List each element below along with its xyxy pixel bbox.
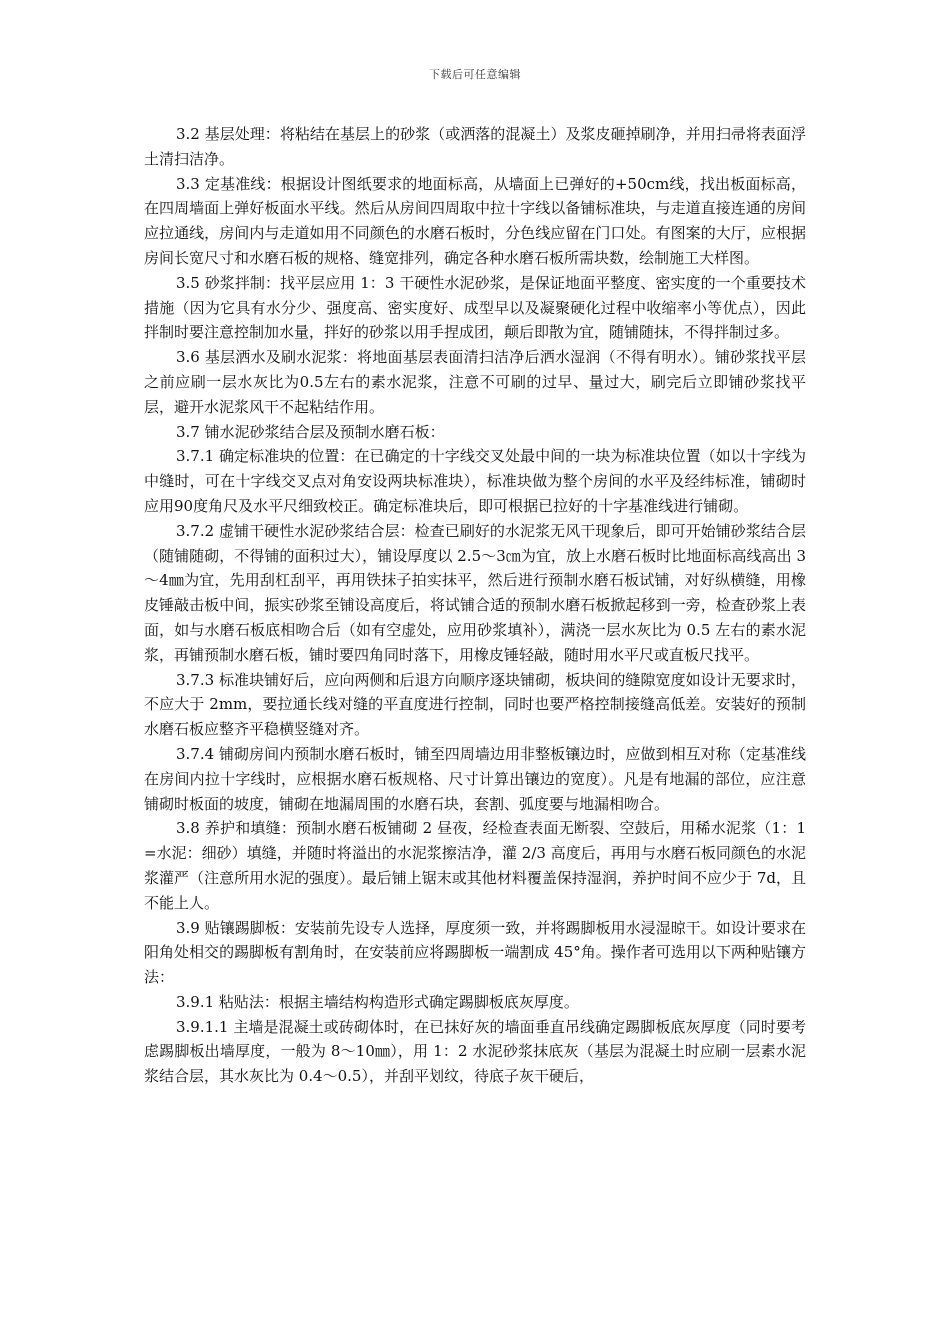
document-body [144, 122, 806, 1089]
paragraph-3-7: 3.7 铺水泥砂浆结合层及预制水磨石板： [176, 422, 445, 441]
paragraph-3-2: 3.2 基层处理：将粘结在基层上的砂浆（或洒落的混凝土）及浆皮砸掉刷净，并用扫帚将表面浮土清扫洁净。 [144, 125, 806, 168]
paragraph-3-9-1: 3.9.1 粘贴法：根据主墙结构构造形式确定踢脚板底灰厚度。 [176, 992, 579, 1011]
paragraph-3-6: 3.6 基层洒水及刷水泥浆：将地面基层表面清扫洁净后洒水湿润（不得有明水）。铺砂浆找平层之前应刷一层水灰比为0.5左右的素水泥浆，注意不可刷的过早、量过大，刷完后立即铺砂浆找平层，避开水泥浆风干不起粘结作用。 [144, 348, 806, 416]
paragraph-3-7-1: 3.7.1 确定标准块的位置：在已确定的十字线交叉处最中间的一块为标准块位置（如以十字线为中缝时，可在十字线交叉点对角安设两块标准块），标准块做为整个房间的水平及经纬标准，铺砌时应用90度角尺及水平尺细致校正。确定标准块后，即可根据已拉好的十字基准线进行铺砌。 [144, 447, 806, 515]
paragraph-3-9-1-1: 3.9.1.1 主墙是混凝土或砖砌体时，在已抹好灰的墙面垂直吊线确定踢脚板底灰厚度（同时要考虑踢脚板出墙厚度，一般为 8～10㎜），用 1：2 水泥砂浆抹底灰（基层为混凝土时应刷一层素水泥浆结合层，其水灰比为 0.4～0.5），并刮平划纹，待底子灰干硬后， [144, 1017, 806, 1086]
paragraph-3-7-4: 3.7.4 铺砌房间内预制水磨石板时，铺至四周墙边用非整板镶边时，应做到相互对称（定基准线在房间内拉十字线时，应根据水磨石板规格、尺寸计算出镶边的宽度）。凡是有地漏的部位，应注意铺砌时板面的坡度，铺砌在地漏周围的水磨石块，套割、弧度要与地漏相吻合。 [144, 744, 806, 813]
paragraph-3-3: 3.3 定基准线：根据设计图纸要求的地面标高，从墙面上已弹好的+50cm线，找出板面标高，在四周墙面上弹好板面水平线。然后从房间四周取中拉十字线以备铺标准块，与走道直接连通的房间应拉通线，房间内与走道如用不同颜色的水磨石板时，分色线应留在门口处。有图案的大厅，应根据房间长宽尺寸和水磨石板的规格、缝宽排列，确定各种水磨石板所需块数，绘制施工大样图。 [144, 174, 806, 267]
paragraph-3-5: 3.5 砂浆拌制：找平层应用 1：3 干硬性水泥砂浆，是保证地面平整度、密实度的一个重要技术措施（因为它具有水分少、强度高、密实度好、成型早以及凝聚硬化过程中收缩率小等优点），因此拌制时要注意控制加水量，拌好的砂浆以用手捏成团，颠后即散为宜，随铺随抹，不得拌制过多。 [144, 273, 806, 342]
paragraph-3-7-2: 3.7.2 虚铺干硬性水泥砂浆结合层：检查已刷好的水泥浆无风干现象后，即可开始铺砂浆结合层（随铺随砌，不得铺的面积过大），铺设厚度以 2.5～3㎝为宜，放上水磨石板时比地面标高线高出 3～4㎜为宜，先用刮杠刮平，再用铁抹子拍实抹平，然后进行预制水磨石板试铺，对好纵横缝，用橡皮锤敲击板中间，振实砂浆至铺设高度后，将试铺合适的预制水磨石板掀起移到一旁，检查砂浆上表面，如与水磨石板底相吻合后（如有空虚处，应用砂浆填补），满浇一层水灰比为 0.5 左右的素水泥浆，再铺预制水磨石板，铺时要四角同时落下，用橡皮锤轻敲，随时用水平尺或直板尺找平。 [144, 521, 806, 664]
paragraph-3-8: 3.8 养护和填缝：预制水磨石板铺砌 2 昼夜，经检查表面无断裂、空鼓后，用稀水泥浆（1：1=水泥：细砂）填缝，并随时将溢出的水泥浆擦洁净，灌 2/3 高度后，再用与水磨石板同颜色的水泥浆灌严（注意所用水泥的强度）。最后铺上锯末或其他材料覆盖保持湿润，养护时间不应少于 7d，且不能上人。 [144, 819, 806, 912]
page-header: 下载后可任意编辑 [429, 68, 521, 81]
paragraph-3-7-3: 3.7.3 标准块铺好后，应向两侧和后退方向顺序逐块铺砌，板块间的缝隙宽度如设计无要求时，不应大于 2mm，要拉通长线对缝的平直度进行控制，同时也要严格控制接缝高低差。安装好的预制水磨石板应整齐平稳横竖缝对齐。 [144, 670, 806, 739]
paragraph-3-9: 3.9 贴镶踢脚板：安装前先设专人选择，厚度须一致，并将踢脚板用水浸湿晾干。如设计要求在阳角处相交的踢脚板有割角时，在安装前应将踢脚板一端割成 45°角。操作者可选用以下两种贴镶方法： [144, 918, 806, 987]
